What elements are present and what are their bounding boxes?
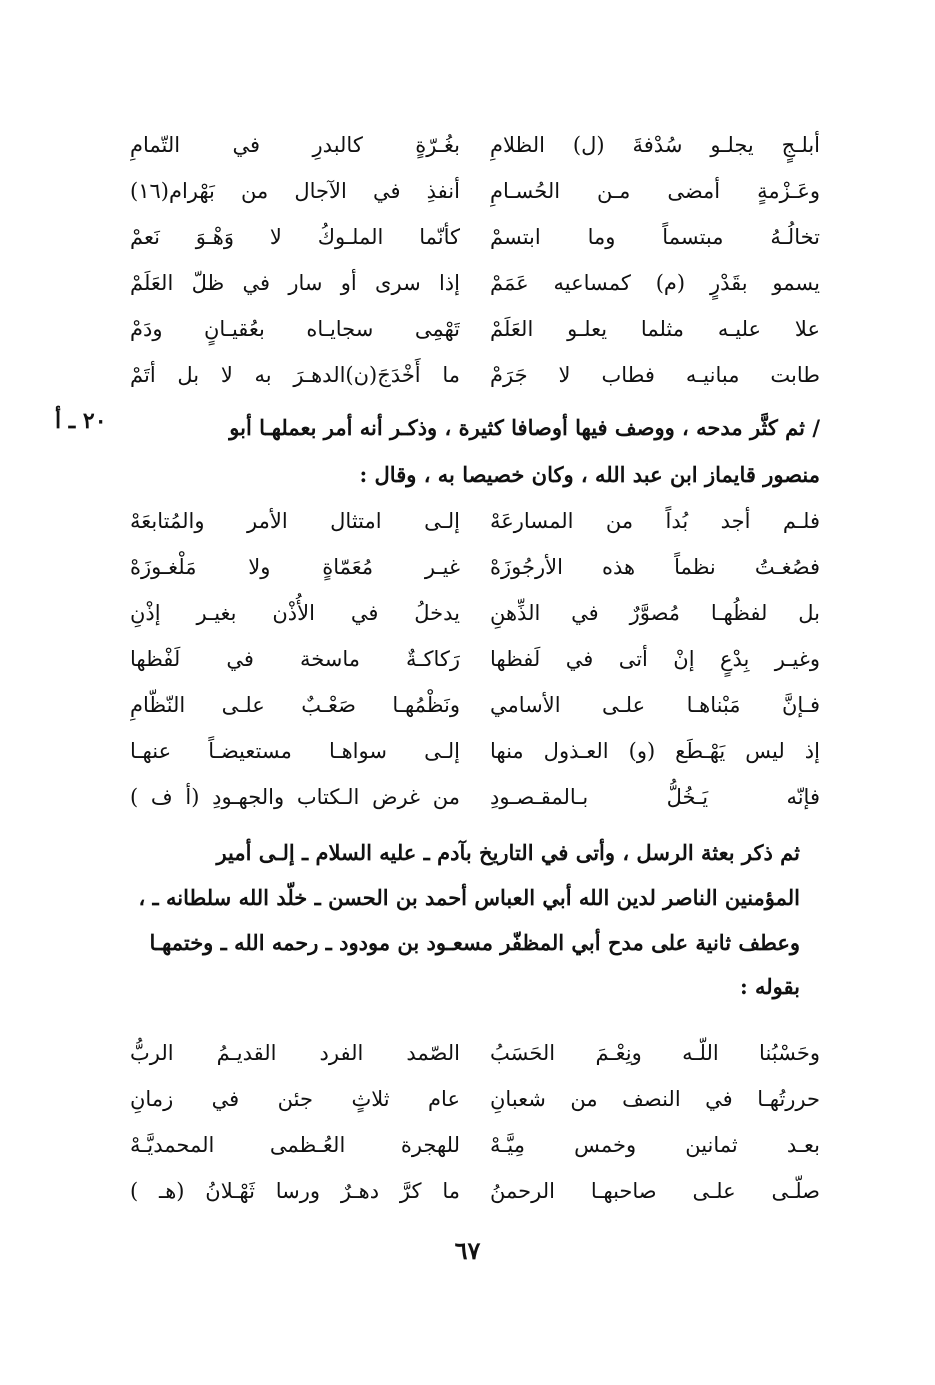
verse-line [130, 1122, 820, 1168]
verse-hemistich-right: فصُغـتُ نظماً هذه الأرجُوزَهْ [490, 555, 820, 579]
verse-hemistich-right: فـإنَّ مَبْناهـا علـى الأسامي [490, 693, 820, 717]
verse-hemistich-right: تخالُـهُ مبتسماً وما ابتسمْ [490, 225, 820, 249]
verse-hemistich-right: فإنّه يَـخُلُّ بـالمقـصـودِ [490, 785, 820, 809]
prose-line: / ثم كثَّر مدحه ، ووصف فيها أوصافا كثيرة ، وذكـر أنه أمر بعملهـا أبو [229, 415, 820, 440]
verse-hemistich-right: فلـم أجد بُداً من المسارعَهْ [490, 509, 820, 533]
verse-hemistich-left: إلـى امتثال الأمر والمُتابعَهْ [130, 509, 460, 533]
verse-line [130, 682, 820, 728]
verse-block-middle [130, 498, 820, 820]
page-number: ٦٧ [454, 1236, 481, 1265]
verse-hemistich-right: وعَـزْمةٍ أمضى مـن الحُسـامِ [490, 179, 820, 203]
folio-margin-reference: ٢٠ ـ أ [55, 408, 107, 434]
verse-line [130, 168, 820, 214]
verse-line [130, 1076, 820, 1122]
verse-hemistich-left: ما أَخْدَجَ(ن)الدهـرَ به لا بل أتَمْ [130, 363, 460, 387]
verse-line [130, 636, 820, 682]
prose-line: بقوله : [739, 974, 800, 999]
verse-hemistich-left: من غرض الـكتاب والجهـودِ (أ ف ) [130, 785, 460, 809]
verse-hemistich-left: إلـى سواهـا مستعيضـاً عنهـا [130, 739, 460, 763]
verse-block-bottom [130, 1030, 820, 1214]
verse-hemistich-left: كأنّما الملـوكُ لا وَهْـوَ نَعمْ [130, 225, 460, 249]
verse-hemistich-left: رَكاكـةٌ ماسخة في لَفْظها [130, 647, 460, 671]
prose-line: المؤمنين الناصر لدين الله أبي العباس أحمد بن الحسن ـ خلّد الله سلطانه ـ ، [138, 885, 800, 910]
verse-line [130, 1168, 820, 1214]
verse-line [130, 774, 820, 820]
verse-hemistich-left: عام ثلاثٍ جئن في زمانِ [130, 1087, 460, 1111]
verse-hemistich-left: تَهْمِى سجايـاه بعُقيـانٍ ودَمْ [130, 317, 460, 341]
verse-hemistich-right: حررتُهـا في النصف من شعبانِ [490, 1087, 820, 1111]
verse-hemistich-left: بغُـرّةٍ كالبدرِ في التّمامِ [130, 133, 460, 157]
verse-line [130, 214, 820, 260]
verse-hemistich-left: غيـر مُعَمّاةٍ ولا مَلْغـوزَهْ [130, 555, 460, 579]
verse-hemistich-right: بعـد ثمانين وخمس مِيَّـهْ [490, 1133, 820, 1157]
verse-hemistich-right: صلّـى علـى صاحبهـا الرحمنُ [490, 1179, 820, 1203]
verse-hemistich-left: ونَظْمُهـا صَعْـبٌ علـى النّظّامِ [130, 693, 460, 717]
verse-hemistich-left: إذا سرى أو سار في ظلّ العَلَمْ [130, 271, 460, 295]
verse-hemistich-right: وغيـر بِدْعٍ إنْ أتى في لَفظها [490, 647, 820, 671]
verse-hemistich-left: أنفذِ في الآجال من بَهْرام(١٦) [130, 179, 460, 203]
verse-hemistich-left: الصّمد الفرد القديـمُ الربُّ [130, 1041, 460, 1065]
verse-hemistich-right: يسمو بقَدْرٍ (م) كمساعيه عَمَمْ [490, 271, 820, 295]
prose-line: ثم ذكر بعثة الرسل ، وأتى في التاريخ بآدم ـ عليه السلام ـ إلـى أمير [216, 840, 800, 865]
verse-hemistich-left: ما كرَّ دهـرٌ ورسا ثَهْـلانُ (هـ ) [130, 1179, 460, 1203]
verse-hemistich-right: علا عليـه مثلما يعلـو العَلَمْ [490, 317, 820, 341]
verse-line [130, 544, 820, 590]
verse-hemistich-right: طابت مبانيـه فطاب لا جَرَمْ [490, 363, 820, 387]
verse-line [130, 498, 820, 544]
verse-line [130, 352, 820, 398]
verse-line [130, 728, 820, 774]
verse-block-top [130, 122, 820, 398]
prose-line: منصور قايماز ابن عبد الله ، وكان خصيصا به ، وقال : [359, 462, 820, 487]
verse-hemistich-right: إذ ليس يَهْـطَع (و) العـذول منها [490, 739, 820, 763]
verse-hemistich-left: يدخلُ في الأُذْن بغيـر إذْنِ [130, 601, 460, 625]
verse-line [130, 306, 820, 352]
verse-line [130, 260, 820, 306]
verse-line [130, 122, 820, 168]
verse-line [130, 590, 820, 636]
verse-hemistich-right: أبلـجٍ يجلـو سُدْفةَ (ل) الظلامِ [490, 133, 820, 157]
verse-hemistich-left: للهجرة العُـظمى المحمديَّـهْ [130, 1133, 460, 1157]
verse-hemistich-right: وحَسْبُنا اللّـه ونِعْـمَ الحَسَبُ [490, 1041, 820, 1065]
verse-line [130, 1030, 820, 1076]
verse-hemistich-right: بل لفظُهـا مُصوَّرٌ في الذِّهنِ [490, 601, 820, 625]
prose-line: وعطف ثانية على مدح أبي المظفّر مسعـود بن مودود ـ رحمه الله ـ وختمهـا [149, 930, 800, 955]
